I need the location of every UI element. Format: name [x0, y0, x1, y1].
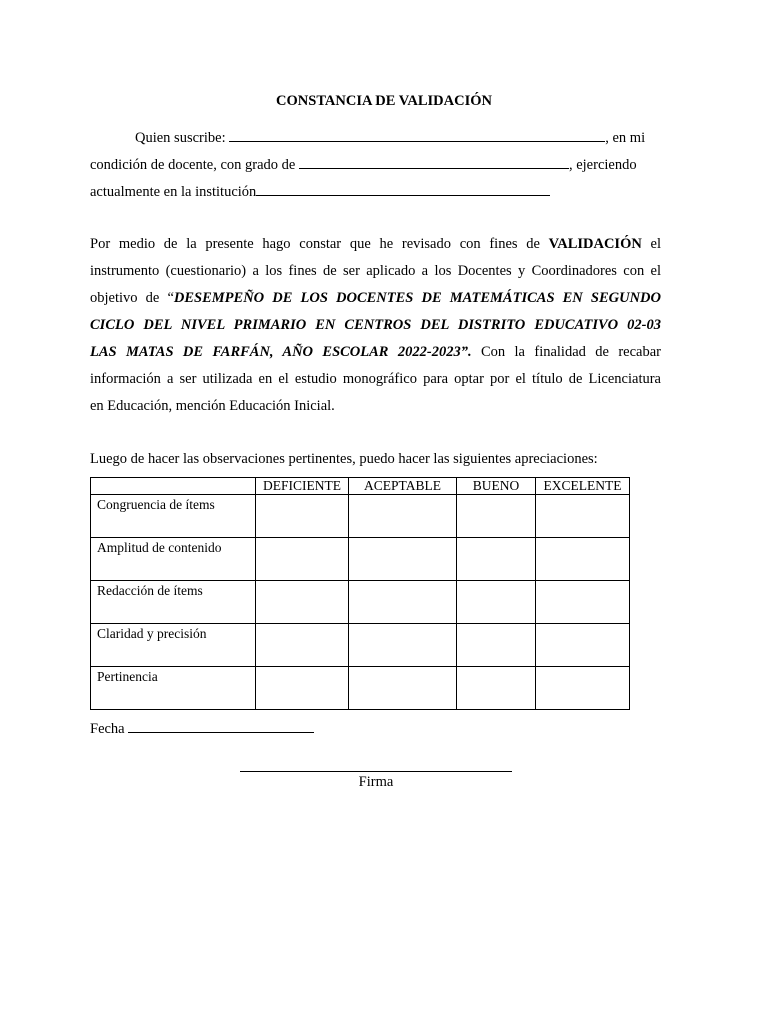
table-row — [91, 624, 630, 667]
rating-cell[interactable] — [457, 538, 536, 581]
rating-cell[interactable] — [457, 495, 536, 538]
rating-cell[interactable] — [349, 667, 457, 710]
rating-cell[interactable] — [457, 624, 536, 667]
rating-cell[interactable] — [457, 667, 536, 710]
rating-cell[interactable] — [536, 667, 630, 710]
body-line-4 — [90, 312, 661, 339]
body-line-2: instrumento (cuestionario) a los fines de ser aplicado a los Docentes y Coordinadores con el — [90, 263, 661, 279]
date-label: Fecha — [90, 721, 125, 737]
body-line-1: Por medio de la presente hago constar que he revisado con fines de VALIDACIÓN el — [90, 236, 661, 252]
intro-line-1 — [135, 129, 645, 147]
signature-line[interactable] — [240, 771, 512, 772]
row-label: Redacción de ítems — [91, 581, 256, 624]
objective-title-part-2: CICLO DEL NIVEL PRIMARIO EN CENTROS DEL DISTRITO EDUCATIVO 02-03 — [90, 317, 661, 333]
rating-cell[interactable] — [349, 538, 457, 581]
row-label: Claridad y precisión — [91, 624, 256, 667]
body-paragraph — [90, 231, 661, 420]
table-header-deficiente: DEFICIENTE — [256, 478, 349, 495]
table-row — [91, 538, 630, 581]
name-blank[interactable] — [229, 129, 605, 142]
table-header-row — [91, 478, 630, 495]
rating-cell[interactable] — [536, 624, 630, 667]
grado-blank[interactable] — [299, 156, 569, 169]
evaluation-table — [90, 477, 630, 710]
body-line-3: objetivo de “DESEMPEÑO DE LOS DOCENTES DE MATEMÁTICAS EN SEGUNDO — [90, 290, 661, 306]
row-label: Congruencia de ítems — [91, 495, 256, 538]
document-title: CONSTANCIA DE VALIDACIÓN — [276, 93, 492, 109]
table-header-excelente: EXCELENTE — [536, 478, 630, 495]
intro-line-3 — [90, 183, 550, 201]
grado-label: condición de docente, con grado de — [90, 157, 296, 173]
rating-cell[interactable] — [256, 667, 349, 710]
table-header-bueno: BUENO — [457, 478, 536, 495]
table-header-aceptable: ACEPTABLE — [349, 478, 457, 495]
observations-intro: Luego de hacer las observaciones pertinentes, puedo hacer las siguientes apreciaciones: — [90, 451, 598, 467]
rating-cell[interactable] — [536, 538, 630, 581]
rating-cell[interactable] — [256, 495, 349, 538]
table-row — [91, 581, 630, 624]
institucion-label: actualmente en la institución — [90, 184, 257, 200]
row-label: Amplitud de contenido — [91, 538, 256, 581]
body-line-6: información a ser utilizada en el estudio monográfico para optar por el título de Licenciatura — [90, 371, 661, 387]
rating-cell[interactable] — [536, 581, 630, 624]
signature-label: Firma — [358, 774, 394, 790]
intro-line-1-suffix: , en mi — [605, 130, 646, 146]
row-label: Pertinencia — [91, 667, 256, 710]
rating-cell[interactable] — [349, 624, 457, 667]
rating-cell[interactable] — [349, 495, 457, 538]
rating-cell[interactable] — [256, 581, 349, 624]
table-row — [91, 667, 630, 710]
rating-cell[interactable] — [256, 624, 349, 667]
validacion-emphasis: VALIDACIÓN — [548, 236, 642, 252]
rating-cell[interactable] — [536, 495, 630, 538]
rating-cell[interactable] — [457, 581, 536, 624]
body-line-5: LAS MATAS DE FARFÁN, AÑO ESCOLAR 2022-2023”. Con la finalidad de recabar — [90, 344, 661, 360]
table-row — [91, 495, 630, 538]
intro-line-2 — [90, 156, 637, 174]
intro-line-2-suffix: , ejerciendo — [568, 157, 637, 173]
date-blank[interactable] — [128, 720, 314, 733]
quien-suscribe-label: Quien suscribe: — [135, 130, 226, 146]
body-line-7: en Educación, mención Educación Inicial. — [90, 398, 335, 414]
table-header-empty — [91, 478, 256, 495]
objective-title-part-1: DESEMPEÑO DE LOS DOCENTES DE MATEMÁTICAS EN SEGUNDO — [173, 290, 661, 306]
date-line — [90, 720, 314, 738]
rating-cell[interactable] — [349, 581, 457, 624]
institucion-blank[interactable] — [256, 183, 550, 196]
objective-title-part-3: LAS MATAS DE FARFÁN, AÑO ESCOLAR 2022-2023”. — [90, 344, 472, 360]
rating-cell[interactable] — [256, 538, 349, 581]
